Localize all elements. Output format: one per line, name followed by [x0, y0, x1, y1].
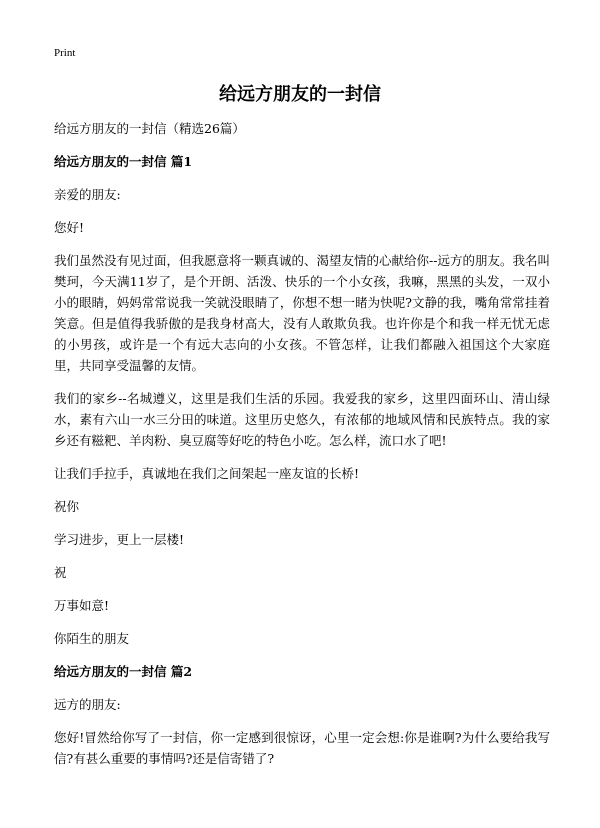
document-title: 给远方朋友的一封信 — [219, 84, 381, 105]
closing-line: 祝 — [54, 565, 67, 580]
salutation: 远方的朋友: — [54, 697, 121, 712]
document-body — [54, 118, 550, 781]
document-subtitle: 给远方朋友的一封信（精选26篇） — [54, 121, 245, 136]
paragraph: 让我们手拉手，真诚地在我们之间架起一座友谊的长桥! — [54, 466, 360, 481]
paragraph: 您好!冒然给你写了一封信，你一定感到很惊讶，心里一定会想:你是谁啊?为什么要给我写信?有甚么重要的事情吗?还是信寄错了? — [54, 730, 550, 766]
paragraph: 我们虽然没有见过面，但我愿意将一颗真诚的、渴望友情的心献给你--远方的朋友。我名叫樊珂，今天满11岁了，是个开朗、活泼、快乐的一个小女孩，我嘛，黑黑的头发，一双小小的眼睛，妈妈常常说我一笑就没眼睛了，你想不想一睹为快呢?文静的我，嘴角常常挂着笑意。但是值得我骄傲的是我身材高大，没有人敢欺负我。也许你是个和我一样无忧无虑的小男孩，或许是一个有远大志向的小女孩。不管怎样，让我们都融入祖国这个大家庭里，共同享受温馨的友情。 — [54, 253, 550, 373]
closing-line: 万事如意! — [54, 598, 110, 613]
section-heading: 给远方朋友的一封信 篇2 — [54, 664, 193, 679]
closing-line: 学习进步，更上一层楼! — [54, 532, 185, 547]
signature: 你陌生的朋友 — [54, 631, 130, 646]
section-heading: 给远方朋友的一封信 篇1 — [54, 154, 193, 169]
closing-line: 祝你 — [54, 499, 80, 514]
print-link[interactable]: Print — [54, 47, 76, 59]
greeting: 您好! — [54, 220, 85, 235]
paragraph: 我们的家乡--名城遵义，这里是我们生活的乐园。我爱我的家乡，这里四面环山、清山绿水，素有六山一水三分田的味道。这里历史悠久，有浓郁的地域风情和民族特点。我的家乡还有糍粑、羊肉粉、臭豆腐等好吃的特色小吃。怎么样，流口水了吧! — [54, 391, 550, 448]
salutation: 亲爱的朋友: — [54, 187, 121, 202]
